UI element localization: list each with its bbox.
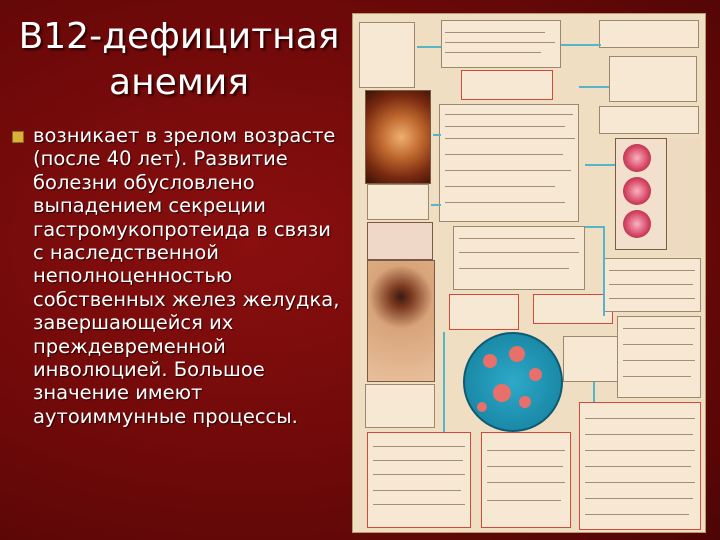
poster-text-line <box>609 298 695 299</box>
poster-text-line <box>445 138 575 139</box>
poster-text-line <box>373 446 465 447</box>
poster-box-left-bottom <box>365 384 435 428</box>
poster-text-line <box>373 490 461 491</box>
poster-box-left-mid <box>367 184 429 220</box>
poster-text-line <box>585 514 689 515</box>
poster-blood-cell <box>483 354 497 368</box>
poster-box-hyperchromia <box>449 294 519 330</box>
poster-text-line <box>623 376 691 377</box>
connector-line <box>593 382 595 402</box>
poster-text-line <box>585 482 695 483</box>
anemia-scheme-poster <box>352 13 706 533</box>
slide-title: В12-дефицитная анемия <box>18 16 340 103</box>
poster-blood-cell <box>519 396 531 408</box>
connector-line <box>417 46 441 48</box>
poster-box-left-top <box>359 22 415 88</box>
connector-line <box>431 204 441 206</box>
poster-box-center-top <box>441 20 561 68</box>
poster-text-line <box>623 360 695 361</box>
poster-text-line <box>445 154 563 155</box>
poster-blood-cell <box>529 368 542 381</box>
poster-text-line <box>445 42 555 43</box>
poster-text-line <box>585 498 693 499</box>
poster-text-line <box>487 466 563 467</box>
connector-line <box>585 164 615 166</box>
poster-marrow-cell <box>623 210 651 238</box>
bullet-square-icon <box>12 131 24 143</box>
poster-photo-stomach <box>365 90 431 184</box>
poster-text-line <box>445 170 571 171</box>
poster-photo-figure <box>669 138 701 256</box>
poster-text-line <box>445 52 541 53</box>
poster-box-center-caption <box>563 336 623 382</box>
poster-text-line <box>445 202 565 203</box>
poster-text-line <box>623 328 695 329</box>
poster-photo-tissue <box>367 260 435 382</box>
poster-marrow-cell <box>623 144 651 172</box>
connector-line <box>585 226 605 228</box>
poster-box-right-top <box>599 20 699 48</box>
poster-text-line <box>445 126 565 127</box>
poster-marrow-cell <box>623 177 651 205</box>
poster-text-line <box>585 466 691 467</box>
poster-box-center-deficit <box>461 70 553 100</box>
poster-text-line <box>609 284 693 285</box>
poster-text-line <box>487 500 561 501</box>
poster-box-right-middle <box>603 258 701 312</box>
poster-blood-cell <box>477 402 487 412</box>
poster-text-line <box>623 344 693 345</box>
poster-box-right-third <box>599 106 699 134</box>
poster-box-leukopenia <box>533 294 613 324</box>
poster-blood-cell <box>493 384 511 402</box>
connector-line <box>603 226 605 316</box>
poster-text-line <box>487 482 565 483</box>
connector-line <box>579 86 609 88</box>
poster-text-line <box>445 32 545 33</box>
poster-text-line <box>585 450 695 451</box>
poster-text-line <box>609 270 695 271</box>
poster-text-line <box>459 252 579 253</box>
bullet-item <box>12 124 347 428</box>
poster-box-center-chain <box>439 104 579 222</box>
connector-line <box>443 332 445 432</box>
poster-text-line <box>459 238 575 239</box>
poster-photo-worm <box>367 222 433 260</box>
poster-text-line <box>585 418 695 419</box>
poster-text-line <box>585 434 693 435</box>
bullet-text: возникает в зрелом возрасте (после 40 лет). Развитие болезни обусловлено выпадением секреции гастромукопротеида в связи с наследственной неполноценностью собственных желез желудка, завершающейся их преждевременной инволюцией. Большое значение имеют аутоиммунные процессы. <box>33 124 340 428</box>
poster-text-line <box>373 474 465 475</box>
poster-box-center-disruption <box>453 226 585 290</box>
poster-text-line <box>373 460 463 461</box>
poster-text-line <box>445 186 555 187</box>
poster-text-line <box>445 114 573 115</box>
poster-text-line <box>459 268 569 269</box>
poster-box-right-second <box>609 56 697 102</box>
connector-line <box>433 134 441 136</box>
poster-text-line <box>487 450 565 451</box>
connector-line <box>561 44 601 46</box>
poster-box-folate-deficit <box>481 432 571 528</box>
poster-text-line <box>373 504 465 505</box>
poster-blood-cell <box>509 346 525 362</box>
